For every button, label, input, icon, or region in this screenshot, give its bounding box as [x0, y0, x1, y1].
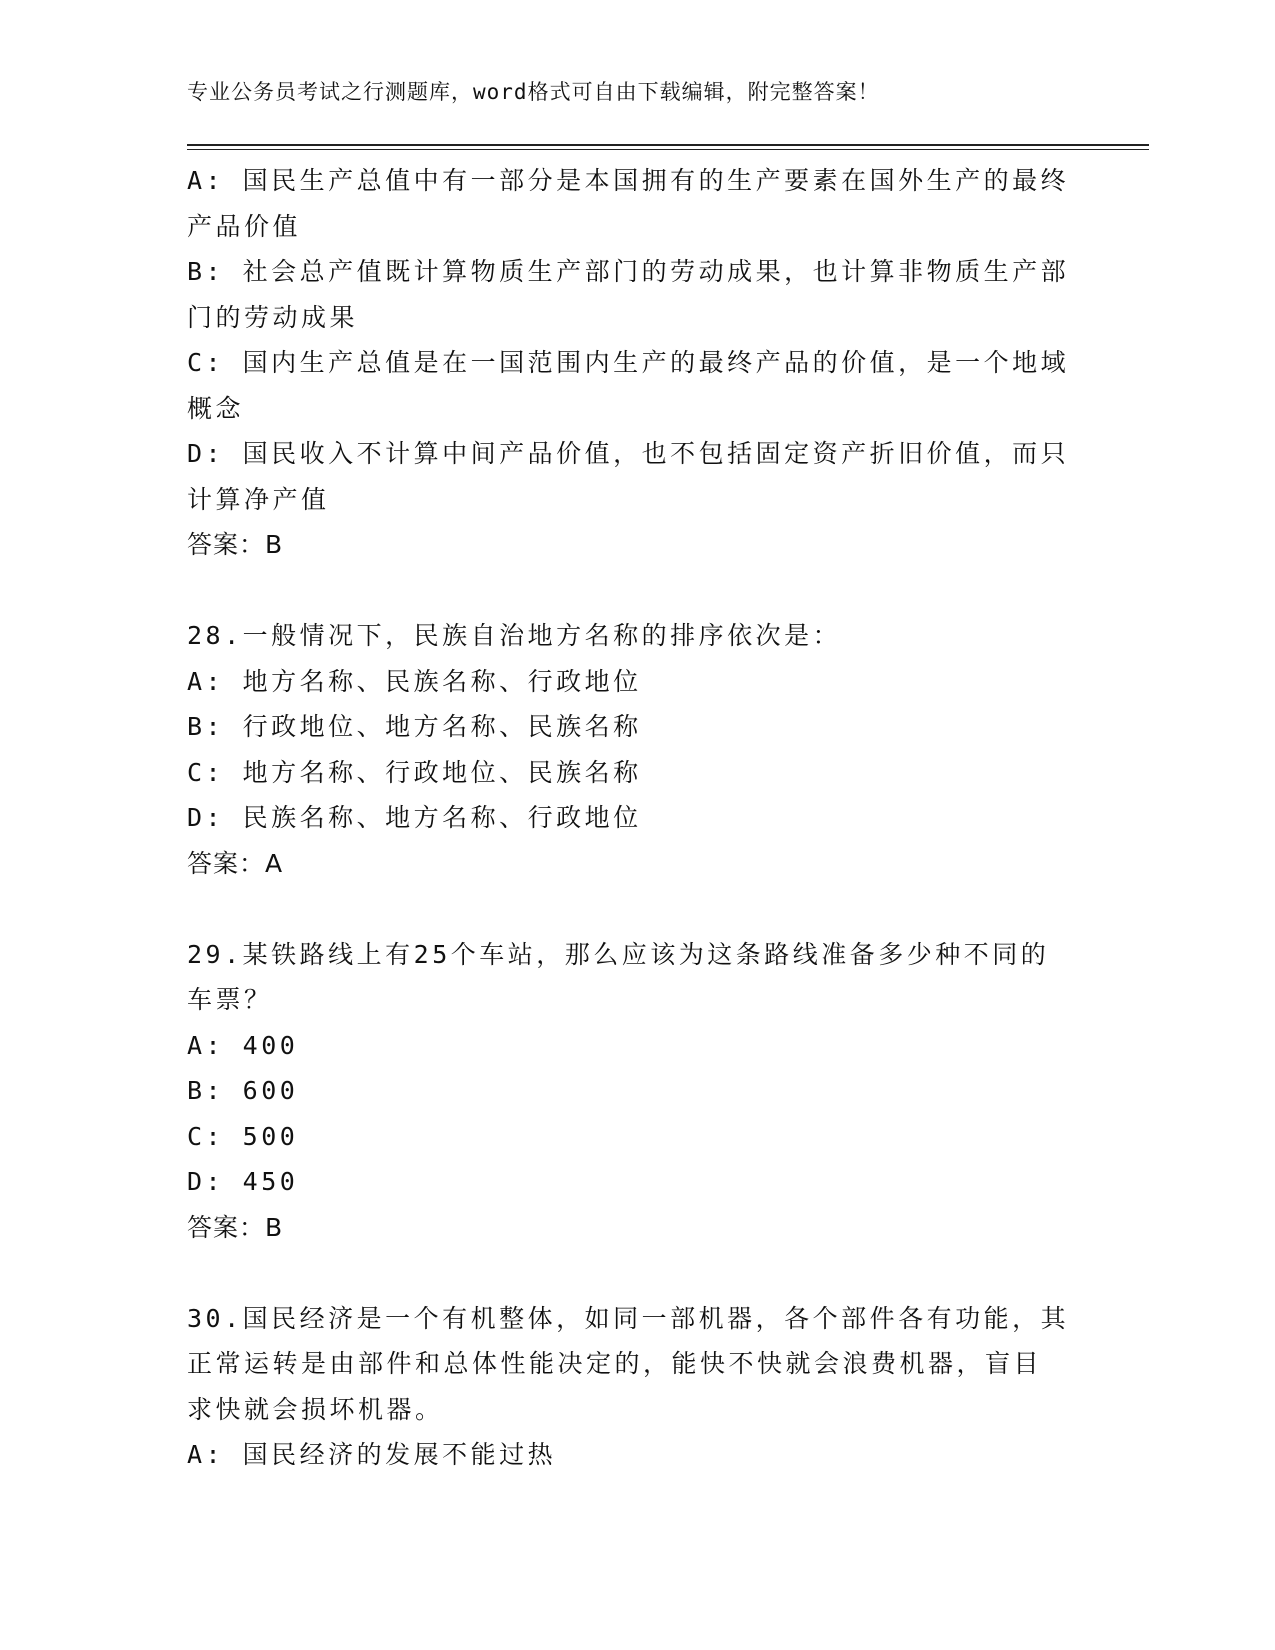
option-line: 概念	[187, 393, 245, 423]
question-stem: 30.国民经济是一个有机整体，如同一部机器，各个部件各有功能，其	[187, 1303, 1070, 1333]
option-line: C: 国内生产总值是在一国范围内生产的最终产品的价值，是一个地域	[187, 348, 1070, 377]
option-d: D: 450	[187, 1167, 299, 1196]
question-stem: 29.某铁路线上有25个车站，那么应该为这条路线准备多少种不同的	[187, 939, 1050, 969]
answer-line: 答案：B	[187, 530, 284, 559]
question-29	[187, 932, 1087, 1251]
spacer	[187, 1250, 1087, 1296]
question-28	[187, 613, 1087, 886]
option-a: A: 国民经济的发展不能过热	[187, 1440, 557, 1469]
option-c: C: 地方名称、行政地位、民族名称	[187, 757, 642, 787]
header-rule-thick	[187, 144, 1149, 146]
option-a: A: 地方名称、民族名称、行政地位	[187, 666, 642, 696]
question-27	[187, 158, 1087, 568]
option-line: 产品价值	[187, 211, 302, 241]
answer-line: 答案：A	[187, 848, 284, 878]
option-line: B: 社会总产值既计算物质生产部门的劳动成果，也计算非物质生产部	[187, 257, 1070, 286]
option-line: A: 国民生产总值中有一部分是本国拥有的生产要素在国外生产的最终	[187, 166, 1070, 195]
question-stem: 正常运转是由部件和总体性能决定的，能快不快就会浪费机器，盲目	[187, 1349, 1043, 1378]
question-30	[187, 1296, 1087, 1478]
question-stem: 车票？	[187, 985, 273, 1014]
answer-line: 答案：B	[187, 1212, 284, 1242]
spacer	[187, 886, 1087, 932]
question-stem: 28.一般情况下，民族自治地方名称的排序依次是：	[187, 621, 842, 650]
option-a: A: 400	[187, 1030, 299, 1060]
option-line: D: 国民收入不计算中间产品价值，也不包括固定资产折旧价值，而只	[187, 439, 1070, 468]
option-line: 门的劳动成果	[187, 302, 359, 332]
option-line: 计算净产值	[187, 484, 330, 514]
option-b: B: 600	[187, 1076, 299, 1105]
option-b: B: 行政地位、地方名称、民族名称	[187, 712, 642, 741]
option-c: C: 500	[187, 1121, 299, 1151]
spacer	[187, 568, 1087, 614]
question-stem: 求快就会损坏机器。	[187, 1394, 444, 1424]
option-a	[187, 158, 1087, 249]
option-c	[187, 340, 1087, 431]
page-header: 专业公务员考试之行测题库，word格式可自由下载编辑，附完整答案！	[187, 80, 880, 104]
question-content	[187, 158, 1087, 1478]
option-d	[187, 431, 1087, 522]
option-b	[187, 249, 1087, 340]
header-rule-thin	[187, 149, 1149, 150]
option-d: D: 民族名称、地方名称、行政地位	[187, 803, 642, 832]
